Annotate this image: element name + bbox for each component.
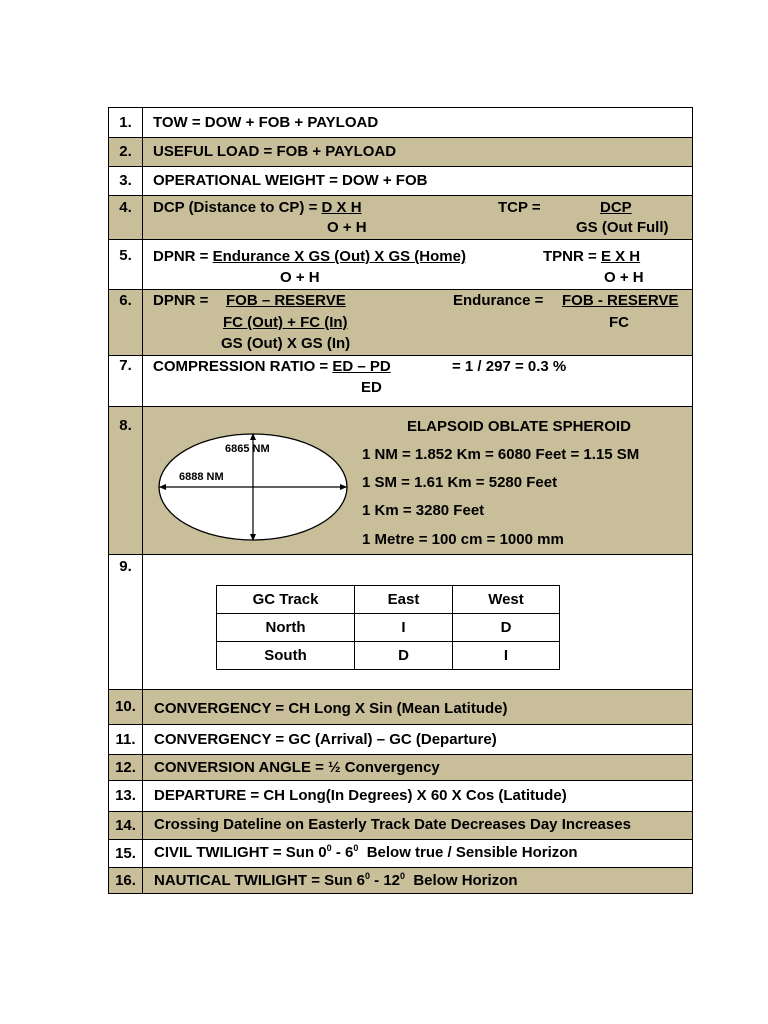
tcp-denominator: GS (Out Full) [576,219,669,236]
tpnr-denominator: O + H [604,269,644,286]
row-number: 12. [109,755,143,780]
row-5 [109,240,692,290]
polar-diameter-label: 6865 NM [225,443,270,455]
endurance-label: Endurance = [453,292,544,309]
civil-twilight-horizon: Below true / Sensible Horizon [358,844,578,861]
row-12 [109,755,692,781]
row-13 [109,781,692,812]
row-number: 9. [109,555,143,689]
compression-denominator: ED [361,379,382,396]
degree-sup: 0 [326,843,332,853]
spheroid-title: ELAPSOID OBLATE SPHEROID [407,418,631,435]
dpnr-fuel-fc: FC (Out) + FC (In) [223,314,348,331]
conversion-km: 1 Km = 3280 Feet [362,502,485,519]
dpnr-fuel-gs: GS (Out) X GS (In) [221,335,351,352]
row-15 [109,840,692,868]
table-header-cell: West [453,586,560,614]
row-number: 5. [109,240,143,289]
civil-twilight-range: - 6 [331,844,354,861]
table-cell: North [217,614,355,642]
row-number: 1. [109,108,143,137]
dpnr-label: DPNR = [153,248,213,265]
compression-numerator: ED – PD [332,358,391,375]
compression-ratio-formula [153,358,391,375]
conversion-metre: 1 Metre = 100 cm = 1000 mm [362,531,564,548]
table-cell: D [453,614,560,642]
civil-twilight [154,844,578,861]
row-2 [109,138,692,167]
row-11 [109,725,692,755]
tpnr-formula [543,248,640,265]
conversion-angle-formula: CONVERSION ANGLE = ½ Convergency [154,759,440,776]
row-number: 13. [109,781,143,811]
nautical-twilight [154,872,518,889]
tow-formula: TOW = DOW + FOB + PAYLOAD [153,114,379,131]
conversion-nm: 1 NM = 1.852 Km = 6080 Feet = 1.15 SM [362,446,640,463]
useful-load-formula: USEFUL LOAD = FOB + PAYLOAD [153,143,397,160]
dcp-denominator: O + H [327,219,367,236]
degree-sup: 0 [353,843,359,853]
convergency-formula-1: CONVERGENCY = CH Long X Sin (Mean Latitude) [154,700,508,717]
convergency-formula-2: CONVERGENCY = GC (Arrival) – GC (Departure) [154,731,497,748]
nautical-twilight-text: NAUTICAL TWILIGHT = Sun 6 [154,872,365,889]
table-cell: I [355,614,453,642]
compression-result: = 1 / 297 = 0.3 % [452,358,567,375]
dpnr-formula [153,248,466,265]
row-number: 7. [109,356,143,406]
row-number: 15. [109,840,143,867]
tcp-numerator: DCP [600,199,632,216]
endurance-numerator: FOB - RESERVE [562,292,679,309]
row-number: 3. [109,167,143,195]
table-cell: D [355,642,453,670]
row-3 [109,167,692,196]
row-7 [109,356,692,407]
table-row [217,614,560,642]
table-cell: I [453,642,560,670]
spheroid-diagram [149,427,359,549]
tcp-label: TCP = [498,199,541,216]
row-number: 11. [109,725,143,754]
dateline-rule: Crossing Dateline on Easterly Track Date Decreases Day Increases [154,816,631,833]
dcp-numerator: D X H [321,199,362,216]
row-6 [109,290,692,356]
dcp-formula [153,199,362,216]
row-14 [109,812,692,840]
table-header-cell: East [355,586,453,614]
degree-sup: 0 [364,871,370,881]
row-number: 4. [109,196,143,239]
row-9 [109,555,692,690]
table-row [217,642,560,670]
operational-weight-formula: OPERATIONAL WEIGHT = DOW + FOB [153,172,428,189]
civil-twilight-text: CIVIL TWILIGHT = Sun 0 [154,844,327,861]
row-10 [109,690,692,725]
dcp-label: DCP (Distance to CP) = [153,199,322,216]
tpnr-numerator: E X H [600,248,641,265]
nautical-twilight-horizon: Below Horizon [405,872,518,889]
tpnr-label: TPNR = [543,248,601,265]
row-4 [109,196,692,240]
row-number: 8. [109,407,143,554]
row-8 [109,407,692,555]
row-number: 14. [109,812,143,839]
row-number: 16. [109,868,143,893]
dpnr-fuel-numerator: FOB – RESERVE [226,292,346,309]
table-header-cell: GC Track [217,586,355,614]
row-number: 6. [109,290,143,355]
equatorial-diameter-label: 6888 NM [179,471,224,483]
row-number: 2. [109,138,143,166]
endurance-denominator: FC [609,314,629,331]
degree-sup: 0 [400,871,406,881]
table-cell: South [217,642,355,670]
row-16 [109,868,692,893]
row-1 [109,108,692,138]
conversion-sm: 1 SM = 1.61 Km = 5280 Feet [362,474,558,491]
table-header-row [217,586,560,614]
row-number: 10. [109,690,143,724]
dpnr-numerator: Endurance X GS (Out) X GS (Home) [212,248,466,265]
dpnr-fuel-label: DPNR = [153,292,209,309]
formula-sheet [108,107,693,894]
dpnr-denominator: O + H [280,269,320,286]
gc-track-table [216,585,560,670]
compression-label: COMPRESSION RATIO = [153,358,333,375]
departure-formula: DEPARTURE = CH Long(In Degrees) X 60 X Cos (Latitude) [154,787,567,804]
nautical-twilight-range: - 12 [369,872,400,889]
